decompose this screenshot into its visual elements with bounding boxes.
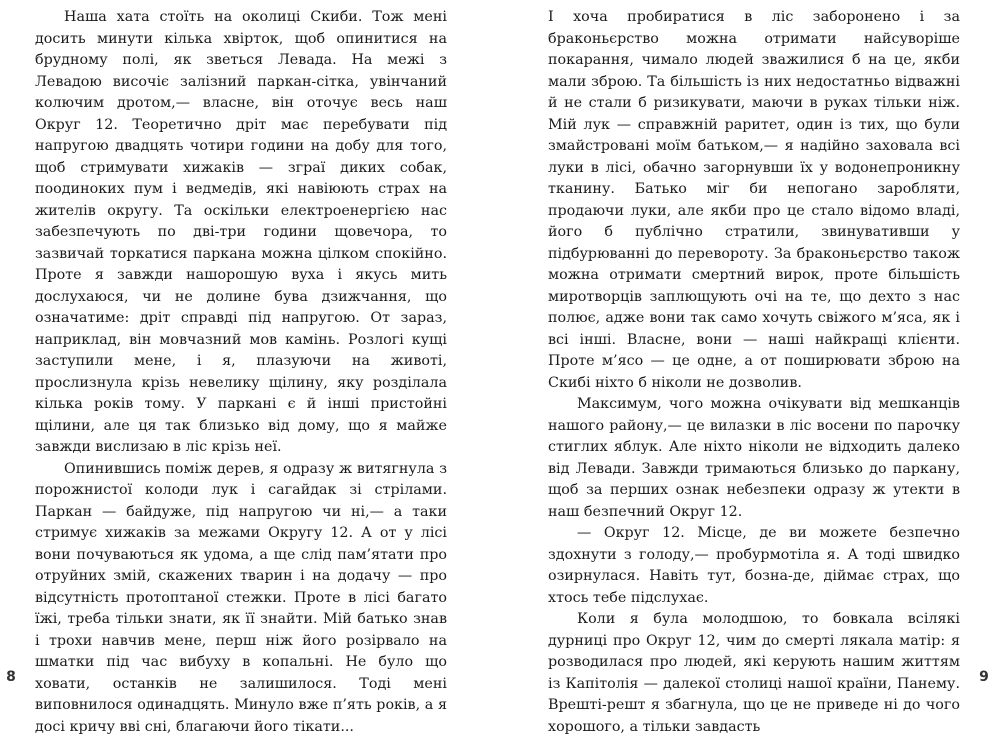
left-page: [35, 7, 447, 738]
right-paragraph-1: І хоча пробиратися в ліс заборонено і за браконьєрство можна отримати найсуворіше покарання, чимало людей зважилися б на це, якби мали зброю. Та більшість із них недостатньо відважні й не стали б ризикувати, маючи в руках тільки ніж. Мій лук — справжній раритет, один із тих, що були змайстровані моїм батьком,— я надійно заховала всі луки в лісі, обачно загорнувши їх у водонепроникну тканину. Батько міг би непогано заробляти, продаючи луки, але якби про це стало відомо владі, його б публічно стратили, звинувативши у підбурюванні до перевороту. За браконьєрство також можна отримати смертний вирок, проте більшість миротворців заплющують очі на те, що дехто з нас полює, адже вони так само хочуть свіжого м’яса, як і всі інші. Власне, вони — наші найкращі клієнти. Проте м’ясо — це одне, а от поширювати зброю на Скибі ніхто б ніколи не дозволив.: [548, 7, 960, 394]
right-paragraph-4: Коли я була молодшою, то бовкала всілякі дурниці про Округ 12, чим до смерті лякала матір: я розводилася про людей, які керують нашим життям із Капітолія — далекої столиці нашої країни, Панему. Врешті-решт я збагнула, що це не приведе ні до чого хорошого, а тільки завдасть: [548, 609, 960, 738]
right-page-number: 9: [976, 670, 992, 684]
left-page-number: 8: [3, 670, 19, 684]
left-paragraph-1: Наша хата стоїть на околиці Скиби. Тож мені досить минути кілька хвірток, щоб опинитися на брудному полі, як зветься Левада. На межі з Левадою височіє залізний паркан-сітка, увінчаний колючим дротом,— власне, він оточує весь наш Округ 12. Теоретично дріт має перебувати під напругою двадцять чотири години на добу для того, щоб стримувати хижаків — зграї диких собак, поодиноких пум і ведмедів, які навіюють страх на жителів округу. Та оскільки електроенергією нас забезпечують по дві-три години щовечора, то зазвичай торкатися паркана можна цілком спокійно. Проте я завжди нашорошую вуха і якусь мить дослухаюся, чи не долине бува дзижчання, що означатиме: дріт справді під напругою. От зараз, наприклад, він мовчазний мов камінь. Розлогі кущі заступили мене, і я, плазуючи на животі, прослизнула крізь невелику щілину, яку розділала кілька років тому. У паркані є й інші пристойні щілини, але ця так близько від дому, що я майже завжди вислизаю в ліс крізь неї.: [35, 7, 447, 459]
left-paragraph-2: Опинившись поміж дерев, я одразу ж витягнула з порожнистої колоди лук і сагайдак зі стрілами. Паркан — байдуже, під напругою чи ні,— а таки стримує хижаків за межами Округу 12. А от у лісі вони почуваються як удома, а ще слід пам’ятати про отруйних змій, скажених тварин і на додачу — про відсутність протоптаної стежки. Проте в лісі багато їжі, треба тільки знати, як її знайти. Мій батько знав і трохи навчив мене, перш ніж його розірвало на шматки під час вибуху в копальні. Не було що ховати, останків не залишилося. Тоді мені виповнилося одинадцять. Минуло вже п’ять років, а я досі кричу вві сні, благаючи його тікати...: [35, 459, 447, 738]
right-paragraph-3: — Округ 12. Місце, де ви можете безпечно здохнути з голоду,— пробурмотіла я. А тоді швидко озирнулася. Навіть тут, бозна-де, діймає страх, що хтось тебе підслухає.: [548, 523, 960, 609]
right-page: [548, 7, 960, 738]
right-paragraph-2: Максимум, чого можна очікувати від мешканців нашого району,— це вилазки в ліс восени по парочку стиглих яблук. Але ніхто ніколи не відходить далеко від Левади. Завжди тримаються близько до паркану, щоб за перших ознак небезпеки одразу ж утекти в наш безпечний Округ 12.: [548, 394, 960, 523]
